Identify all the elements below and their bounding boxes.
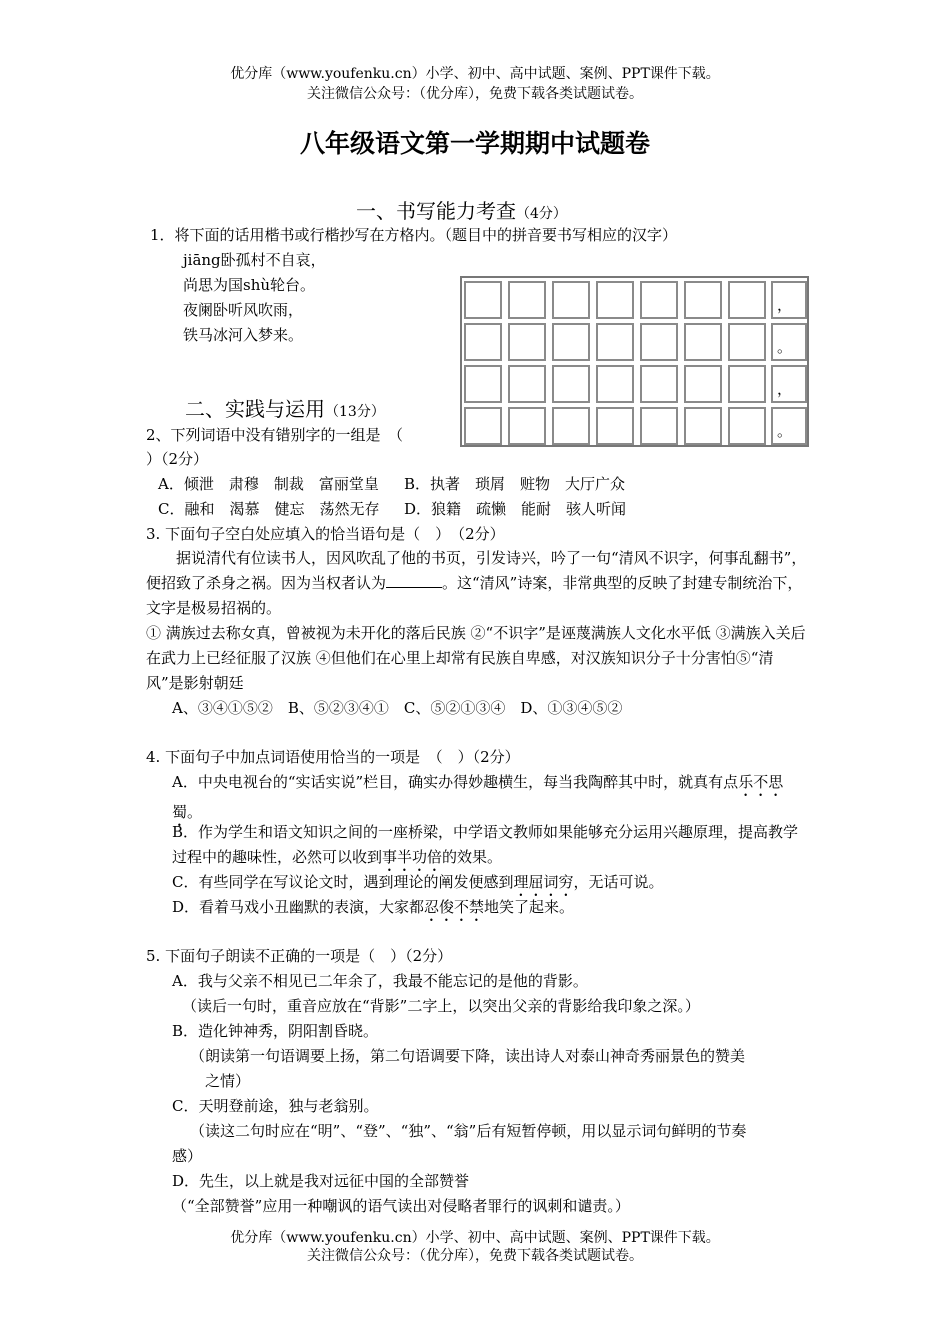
q4-option-b-dotted: 事半功倍 — [382, 848, 443, 866]
q3-options[interactable]: A、③④①⑤② B、⑤②③④① C、⑤②①③④ D、①③④⑤② — [172, 699, 623, 717]
grid-punct: ， — [777, 380, 793, 398]
grid-cell[interactable] — [640, 281, 678, 319]
q4-option-a-dotted: 乐不思蜀 — [172, 773, 784, 821]
q4-option-c-pre: C．有些同学在写议论文时，遇到理论的阐发便感到 — [172, 873, 514, 891]
section-2-heading-text: 二、实践与运用 — [185, 397, 325, 421]
q2-option-d[interactable]: D．狼籍 疏懒 能耐 骇人听闻 — [404, 500, 627, 518]
q5-option-a[interactable]: A．我与父亲不相见已二年余了，我最不能忘记的是他的背影。 — [172, 972, 588, 990]
q3-passage-part-1: 据说清代有位读书人，因风吹乱了他的书页，引发诗兴，吟了一句“清风不识字，何事乱翻书”，便招致了杀身之祸。因为当权者认为 — [146, 549, 807, 592]
grid-cell[interactable] — [640, 365, 678, 403]
q3-passage — [146, 546, 808, 621]
header-line-1: 优分库（www.youfenku.cn）小学、初中、高中试题、案例、PPT课件下载。 — [230, 66, 720, 82]
grid-cell[interactable] — [596, 281, 634, 319]
section-1-heading — [356, 198, 567, 227]
grid-cell[interactable] — [640, 323, 678, 361]
grid-cell[interactable] — [464, 281, 502, 319]
q3-passage-part-2: 。这“清风”诗案，非常典型的反映了封建专制统治下，文字是极易招祸的。 — [146, 574, 803, 617]
q4-option-b-post: 的效果。 — [442, 848, 503, 866]
grid-punct-cell — [771, 323, 807, 361]
page-title: 八年级语文第一学期期中试题卷 — [299, 129, 650, 158]
q1-poem-line-4: 铁马冰河入梦来。 — [183, 326, 304, 344]
writing-grid[interactable] — [460, 276, 809, 447]
q2-stem-line-1: 2、下列词语中没有错别字的一组是 （ — [146, 426, 404, 444]
grid-punct: 。 — [777, 338, 793, 356]
q4-option-d-post: 地笑了起来。 — [484, 898, 575, 916]
q2-stem-line-2: ）（2分） — [146, 450, 209, 468]
q1-poem-line-3: 夜阑卧听风吹雨， — [183, 301, 304, 319]
grid-punct: ， — [777, 296, 793, 314]
grid-cell[interactable] — [596, 365, 634, 403]
q2-option-c[interactable]: C．融和 渴慕 健忘 荡然无存 — [158, 500, 380, 518]
q4-stem: 4. 下面句子中加点词语使用恰当的一项是 （ ）（2分） — [146, 748, 520, 766]
q4-option-c-post: ，无话可说。 — [573, 873, 664, 891]
footer-line-1: 优分库（www.youfenku.cn）小学、初中、高中试题、案例、PPT课件下载。 — [230, 1230, 720, 1246]
q4-option-d-dotted: 忍俊不禁 — [424, 898, 485, 916]
grid-punct: 。 — [777, 422, 793, 440]
q5-option-c[interactable]: C．天明登前途，独与老翁别。 — [172, 1097, 379, 1115]
q4-option-a-pre: A．中央电视台的“实话实说”栏目，确实办得妙趣横生，每当我陶醉其中时，就真有点 — [172, 773, 739, 791]
grid-cell[interactable] — [728, 323, 766, 361]
grid-cell[interactable] — [508, 323, 546, 361]
q1-poem-line-1: jiāng卧孤村不自哀， — [183, 251, 326, 269]
q5-option-d[interactable]: D．先生，以上就是我对远征中国的全部赞誉 — [172, 1172, 470, 1190]
section-2-heading — [185, 396, 385, 425]
footer-line-2: 关注微信公众号：（优分库），免费下载各类试题试卷。 — [307, 1248, 643, 1264]
grid-cell[interactable] — [684, 323, 722, 361]
grid-cell[interactable] — [728, 281, 766, 319]
grid-cell[interactable] — [508, 407, 546, 445]
grid-cell[interactable] — [464, 407, 502, 445]
section-1-heading-text: 一、书写能力考查 — [356, 199, 516, 223]
grid-cell[interactable] — [728, 365, 766, 403]
q4-option-c-dotted: 理屈词穷 — [513, 873, 574, 891]
grid-cell[interactable] — [684, 365, 722, 403]
q1-stem: 1．将下面的话用楷书或行楷抄写在方格内。（题目中的拼音要书写相应的汉字） — [150, 226, 678, 244]
grid-cell[interactable] — [552, 281, 590, 319]
grid-cell[interactable] — [640, 407, 678, 445]
q3-blank[interactable] — [386, 571, 442, 588]
q2-option-a[interactable]: A．倾泄 肃穆 制裁 富丽堂皇 — [158, 475, 379, 493]
q4-option-d-pre: D．看着马戏小丑幽默的表演，大家都 — [172, 898, 425, 916]
grid-cell[interactable] — [464, 323, 502, 361]
grid-cell[interactable] — [552, 323, 590, 361]
grid-cell[interactable] — [552, 407, 590, 445]
grid-cell[interactable] — [728, 407, 766, 445]
grid-punct-cell — [771, 281, 807, 319]
grid-cell[interactable] — [596, 407, 634, 445]
grid-cell[interactable] — [684, 407, 722, 445]
q4-option-d[interactable] — [172, 895, 808, 925]
q4-option-b-pre: B．作为学生和语文知识之间的一座桥梁，中学语文教师如果能够充分运用兴趣原理，提高教学过程中的趣味性，必然可以收到 — [172, 823, 799, 866]
q5-option-c-note-1: （读这二句时应在“明”、“登”、“独”、“翁”后有短暂停顿，用以显示词句鲜明的节奏 — [190, 1122, 747, 1140]
grid-punct-cell — [771, 365, 807, 403]
grid-cell[interactable] — [464, 365, 502, 403]
q4-option-b[interactable] — [172, 820, 808, 875]
q5-option-a-note: （读后一句时，重音应放在“背影”二字上，以突出父亲的背影给我印象之深。） — [182, 997, 700, 1015]
grid-cell[interactable] — [552, 365, 590, 403]
q5-option-c-note-2: 感） — [172, 1147, 203, 1165]
q5-option-b[interactable]: B．造化钟神秀，阴阳割昏晓。 — [172, 1022, 379, 1040]
section-2-score: （13分） — [325, 404, 385, 420]
grid-cell[interactable] — [596, 323, 634, 361]
header-line-2: 关注微信公众号：（优分库），免费下载各类试题试卷。 — [307, 86, 643, 102]
grid-cell[interactable] — [684, 281, 722, 319]
q5-stem: 5. 下面句子朗读不正确的一项是（ ）（2分） — [146, 947, 453, 965]
q1-poem-line-2: 尚思为国shù轮台。 — [183, 276, 316, 294]
grid-cell[interactable] — [508, 281, 546, 319]
q4-option-a-post: 。 — [187, 803, 203, 821]
q5-option-b-note-2: 之情） — [205, 1072, 251, 1090]
section-1-score: （4分） — [516, 206, 567, 222]
q3-stem: 3. 下面句子空白处应填入的恰当语句是（ ） （2分） — [146, 525, 505, 543]
q5-option-b-note-1: （朗读第一句语调要上扬，第二句语调要下降，读出诗人对泰山神奇秀丽景色的赞美 — [190, 1047, 746, 1065]
q5-option-d-note: （“全部赞誉”应用一种嘲讽的语气读出对侵略者罪行的讽刺和谴责。） — [172, 1197, 630, 1215]
q3-statements: ① 满族过去称女真，曾被视为未开化的落后民族 ②“不识字”是诬蔑满族人文化水平低 ③满族入关后在武力上已经征服了汉族 ④但他们在心里上却常有民族自卑感，对汉族知识分子十分害怕⑤“清风”是影射朝廷 — [146, 624, 806, 692]
q2-option-b[interactable]: B．执著 琐屑 赃物 大厅广众 — [404, 475, 626, 493]
grid-cell[interactable] — [508, 365, 546, 403]
grid-punct-cell — [771, 407, 807, 445]
